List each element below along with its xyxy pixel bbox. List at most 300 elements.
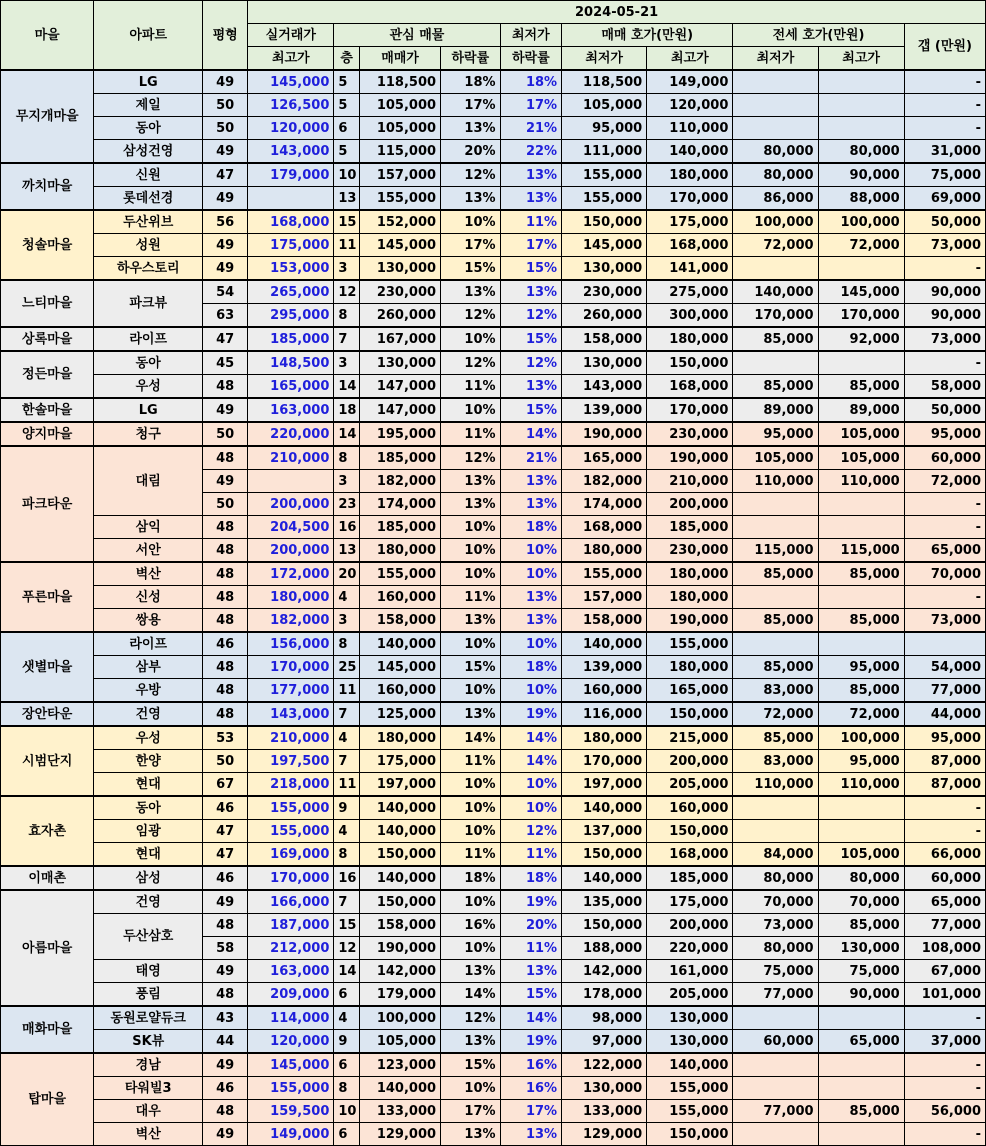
table-row: [1, 586, 986, 609]
size-cell: 48: [203, 609, 248, 633]
size-cell: 47: [203, 163, 248, 187]
table-row: [1, 843, 986, 867]
low-drop-rate-cell: 14%: [500, 726, 562, 750]
table-row: [1, 890, 986, 914]
jeonse-low-cell: 110,000: [733, 773, 818, 797]
jeonse-high-cell: [818, 351, 904, 375]
floor-cell: 9: [334, 796, 360, 820]
header-size: 평형: [203, 1, 248, 71]
size-cell: 48: [203, 914, 248, 937]
drop-rate-cell: 12%: [441, 446, 501, 470]
table-row: [1, 140, 986, 164]
sale-high-cell: 155,000: [647, 1100, 733, 1123]
actual-top-cell: 169,000: [248, 843, 334, 867]
jeonse-high-cell: 85,000: [818, 609, 904, 633]
jeonse-high-cell: [818, 94, 904, 117]
listing-price-cell: 174,000: [360, 493, 441, 516]
apartment-cell: 신원: [94, 163, 203, 187]
sale-high-cell: 175,000: [647, 890, 733, 914]
size-cell: 50: [203, 117, 248, 140]
size-cell: 63: [203, 304, 248, 328]
drop-rate-cell: 14%: [441, 726, 501, 750]
sale-high-cell: 200,000: [647, 493, 733, 516]
floor-cell: 11: [334, 679, 360, 703]
floor-cell: 3: [334, 470, 360, 493]
jeonse-high-cell: 92,000: [818, 327, 904, 351]
gap-cell: -: [904, 1006, 985, 1030]
jeonse-high-cell: 170,000: [818, 304, 904, 328]
sale-low-cell: 129,000: [562, 1123, 647, 1146]
drop-rate-cell: 16%: [441, 914, 501, 937]
jeonse-high-cell: [818, 70, 904, 94]
sale-high-cell: 210,000: [647, 470, 733, 493]
jeonse-low-cell: 72,000: [733, 702, 818, 726]
low-drop-rate-cell: 13%: [500, 586, 562, 609]
gap-cell: 101,000: [904, 983, 985, 1007]
table-row: [1, 398, 986, 422]
drop-rate-cell: 11%: [441, 586, 501, 609]
apartment-cell: 한양: [94, 750, 203, 773]
sale-low-cell: 188,000: [562, 937, 647, 960]
drop-rate-cell: 10%: [441, 1077, 501, 1100]
gap-cell: 77,000: [904, 679, 985, 703]
gap-cell: 87,000: [904, 773, 985, 797]
table-row: [1, 702, 986, 726]
jeonse-low-cell: 80,000: [733, 140, 818, 164]
listing-price-cell: 130,000: [360, 351, 441, 375]
listing-price-cell: 105,000: [360, 117, 441, 140]
size-cell: 48: [203, 446, 248, 470]
sale-high-cell: 110,000: [647, 117, 733, 140]
actual-top-cell: 179,000: [248, 163, 334, 187]
table-row: [1, 1030, 986, 1054]
jeonse-high-cell: 80,000: [818, 140, 904, 164]
low-drop-rate-cell: 11%: [500, 210, 562, 234]
village-cell: 청솔마을: [1, 210, 94, 280]
sale-low-cell: 174,000: [562, 493, 647, 516]
sale-low-cell: 145,000: [562, 234, 647, 257]
sale-high-cell: 190,000: [647, 609, 733, 633]
header-jeonse-quote: 전세 호가(만원): [733, 24, 904, 47]
sale-low-cell: 118,500: [562, 70, 647, 94]
floor-cell: 12: [334, 937, 360, 960]
apartment-cell: 제일: [94, 94, 203, 117]
gap-cell: -: [904, 1077, 985, 1100]
floor-cell: 7: [334, 702, 360, 726]
gap-cell: 44,000: [904, 702, 985, 726]
drop-rate-cell: 17%: [441, 234, 501, 257]
listing-price-cell: 158,000: [360, 609, 441, 633]
jeonse-high-cell: 72,000: [818, 234, 904, 257]
jeonse-low-cell: [733, 1053, 818, 1077]
jeonse-high-cell: 85,000: [818, 914, 904, 937]
sale-low-cell: 130,000: [562, 1077, 647, 1100]
sale-high-cell: 275,000: [647, 280, 733, 304]
jeonse-high-cell: 130,000: [818, 937, 904, 960]
listing-price-cell: 105,000: [360, 94, 441, 117]
sale-low-cell: 105,000: [562, 94, 647, 117]
jeonse-low-cell: 80,000: [733, 866, 818, 890]
drop-rate-cell: 20%: [441, 140, 501, 164]
sale-high-cell: 161,000: [647, 960, 733, 983]
sale-high-cell: 165,000: [647, 679, 733, 703]
header-low-drop-rate: 하락률: [500, 47, 562, 71]
jeonse-high-cell: [818, 117, 904, 140]
size-cell: 67: [203, 773, 248, 797]
drop-rate-cell: 12%: [441, 163, 501, 187]
jeonse-low-cell: [733, 493, 818, 516]
actual-top-cell: 204,500: [248, 516, 334, 539]
listing-price-cell: 140,000: [360, 820, 441, 843]
floor-cell: 7: [334, 327, 360, 351]
sale-high-cell: 200,000: [647, 914, 733, 937]
drop-rate-cell: 10%: [441, 890, 501, 914]
jeonse-low-cell: 77,000: [733, 983, 818, 1007]
table-row: [1, 163, 986, 187]
drop-rate-cell: 13%: [441, 470, 501, 493]
village-cell: 무지개마을: [1, 70, 94, 163]
actual-top-cell: 187,000: [248, 914, 334, 937]
floor-cell: 3: [334, 257, 360, 281]
floor-cell: 15: [334, 914, 360, 937]
low-drop-rate-cell: 21%: [500, 446, 562, 470]
apartment-cell: 임광: [94, 820, 203, 843]
gap-cell: -: [904, 586, 985, 609]
listing-price-cell: 197,000: [360, 773, 441, 797]
listing-price-cell: 147,000: [360, 375, 441, 399]
apartment-cell: 롯데선경: [94, 187, 203, 211]
drop-rate-cell: 10%: [441, 632, 501, 656]
header-actual-deal: 실거래가: [248, 24, 334, 47]
sale-low-cell: 143,000: [562, 375, 647, 399]
listing-price-cell: 195,000: [360, 422, 441, 446]
floor-cell: 7: [334, 750, 360, 773]
drop-rate-cell: 15%: [441, 656, 501, 679]
low-drop-rate-cell: 18%: [500, 516, 562, 539]
jeonse-low-cell: 80,000: [733, 163, 818, 187]
actual-top-cell: 145,000: [248, 1053, 334, 1077]
jeonse-low-cell: 80,000: [733, 937, 818, 960]
size-cell: 49: [203, 890, 248, 914]
gap-cell: 70,000: [904, 562, 985, 586]
listing-price-cell: 157,000: [360, 163, 441, 187]
actual-top-cell: 210,000: [248, 726, 334, 750]
listing-price-cell: 123,000: [360, 1053, 441, 1077]
village-cell: 정든마을: [1, 351, 94, 398]
actual-top-cell: [248, 470, 334, 493]
sale-high-cell: 120,000: [647, 94, 733, 117]
jeonse-low-cell: [733, 257, 818, 281]
jeonse-high-cell: 75,000: [818, 960, 904, 983]
actual-top-cell: 166,000: [248, 890, 334, 914]
sale-high-cell: 205,000: [647, 983, 733, 1007]
sale-low-cell: 135,000: [562, 890, 647, 914]
jeonse-low-cell: 84,000: [733, 843, 818, 867]
low-drop-rate-cell: 10%: [500, 562, 562, 586]
size-cell: 46: [203, 796, 248, 820]
jeonse-low-cell: 85,000: [733, 562, 818, 586]
sale-high-cell: 160,000: [647, 796, 733, 820]
floor-cell: 13: [334, 187, 360, 211]
actual-top-cell: 177,000: [248, 679, 334, 703]
sale-low-cell: 155,000: [562, 562, 647, 586]
sale-low-cell: 180,000: [562, 726, 647, 750]
listing-price-cell: 100,000: [360, 1006, 441, 1030]
gap-cell: 65,000: [904, 539, 985, 563]
village-cell: 장안타운: [1, 702, 94, 726]
actual-top-cell: 168,000: [248, 210, 334, 234]
floor-cell: 8: [334, 1077, 360, 1100]
jeonse-high-cell: 145,000: [818, 280, 904, 304]
apartment-cell: 성원: [94, 234, 203, 257]
gap-cell: 90,000: [904, 280, 985, 304]
table-row: [1, 70, 986, 94]
drop-rate-cell: 10%: [441, 773, 501, 797]
jeonse-high-cell: 110,000: [818, 773, 904, 797]
sale-high-cell: 230,000: [647, 539, 733, 563]
listing-price-cell: 118,500: [360, 70, 441, 94]
table-row: [1, 609, 986, 633]
floor-cell: 7: [334, 890, 360, 914]
size-cell: 49: [203, 960, 248, 983]
header-gap: 갭 (만원): [904, 24, 985, 71]
gap-cell: 58,000: [904, 375, 985, 399]
low-drop-rate-cell: 14%: [500, 422, 562, 446]
listing-price-cell: 147,000: [360, 398, 441, 422]
table-row: [1, 280, 986, 304]
low-drop-rate-cell: 18%: [500, 866, 562, 890]
listing-price-cell: 140,000: [360, 796, 441, 820]
gap-cell: 50,000: [904, 398, 985, 422]
gap-cell: 67,000: [904, 960, 985, 983]
apartment-cell: 풍림: [94, 983, 203, 1007]
actual-top-cell: 185,000: [248, 327, 334, 351]
size-cell: 48: [203, 983, 248, 1007]
gap-cell: 73,000: [904, 327, 985, 351]
listing-price-cell: 182,000: [360, 470, 441, 493]
apartment-cell: 라이프: [94, 632, 203, 656]
drop-rate-cell: 10%: [441, 562, 501, 586]
size-cell: 53: [203, 726, 248, 750]
actual-top-cell: 200,000: [248, 539, 334, 563]
low-drop-rate-cell: 10%: [500, 632, 562, 656]
jeonse-high-cell: 100,000: [818, 210, 904, 234]
jeonse-low-cell: [733, 117, 818, 140]
drop-rate-cell: 17%: [441, 94, 501, 117]
gap-cell: 72,000: [904, 470, 985, 493]
drop-rate-cell: 10%: [441, 796, 501, 820]
sale-low-cell: 150,000: [562, 210, 647, 234]
floor-cell: 16: [334, 866, 360, 890]
apartment-cell: 태영: [94, 960, 203, 983]
header-jeonse-high: 최고가: [818, 47, 904, 71]
listing-price-cell: 140,000: [360, 1077, 441, 1100]
apartment-cell: 경남: [94, 1053, 203, 1077]
jeonse-low-cell: 85,000: [733, 327, 818, 351]
jeonse-high-cell: [818, 493, 904, 516]
sale-low-cell: 98,000: [562, 1006, 647, 1030]
size-cell: 49: [203, 140, 248, 164]
jeonse-low-cell: 85,000: [733, 375, 818, 399]
floor-cell: 8: [334, 304, 360, 328]
gap-cell: 90,000: [904, 304, 985, 328]
village-cell: 효자촌: [1, 796, 94, 866]
sale-low-cell: 111,000: [562, 140, 647, 164]
size-cell: 49: [203, 257, 248, 281]
gap-cell: 37,000: [904, 1030, 985, 1054]
sale-high-cell: 185,000: [647, 866, 733, 890]
jeonse-low-cell: 72,000: [733, 234, 818, 257]
sale-high-cell: 168,000: [647, 843, 733, 867]
gap-cell: 87,000: [904, 750, 985, 773]
low-drop-rate-cell: 16%: [500, 1053, 562, 1077]
size-cell: 50: [203, 493, 248, 516]
table-row: [1, 117, 986, 140]
actual-top-cell: 172,000: [248, 562, 334, 586]
village-cell: 아름마을: [1, 890, 94, 1006]
apartment-cell: 서안: [94, 539, 203, 563]
table-row: [1, 562, 986, 586]
table-row: [1, 210, 986, 234]
low-drop-rate-cell: 11%: [500, 937, 562, 960]
table-row: [1, 1053, 986, 1077]
apartment-cell: 현대: [94, 843, 203, 867]
actual-top-cell: 148,500: [248, 351, 334, 375]
gap-cell: 50,000: [904, 210, 985, 234]
header-date: 2024-05-21: [248, 1, 986, 24]
actual-top-cell: 210,000: [248, 446, 334, 470]
sale-high-cell: 180,000: [647, 327, 733, 351]
jeonse-high-cell: [818, 1077, 904, 1100]
low-drop-rate-cell: 13%: [500, 187, 562, 211]
table-row: [1, 446, 986, 470]
actual-top-cell: 295,000: [248, 304, 334, 328]
size-cell: 48: [203, 702, 248, 726]
sale-low-cell: 155,000: [562, 187, 647, 211]
listing-price-cell: 155,000: [360, 187, 441, 211]
village-cell: 파크타운: [1, 446, 94, 562]
floor-cell: 6: [334, 983, 360, 1007]
table-row: [1, 796, 986, 820]
actual-top-cell: 159,500: [248, 1100, 334, 1123]
table-body: [1, 70, 986, 1146]
gap-cell: -: [904, 117, 985, 140]
actual-top-cell: 265,000: [248, 280, 334, 304]
jeonse-high-cell: [818, 820, 904, 843]
listing-price-cell: 105,000: [360, 1030, 441, 1054]
table-row: [1, 773, 986, 797]
low-drop-rate-cell: 17%: [500, 1100, 562, 1123]
drop-rate-cell: 11%: [441, 422, 501, 446]
drop-rate-cell: 13%: [441, 960, 501, 983]
sale-high-cell: 180,000: [647, 586, 733, 609]
sale-low-cell: 133,000: [562, 1100, 647, 1123]
actual-top-cell: 143,000: [248, 140, 334, 164]
drop-rate-cell: 13%: [441, 1030, 501, 1054]
jeonse-high-cell: 105,000: [818, 422, 904, 446]
floor-cell: 8: [334, 632, 360, 656]
jeonse-low-cell: 115,000: [733, 539, 818, 563]
drop-rate-cell: 11%: [441, 375, 501, 399]
actual-top-cell: 180,000: [248, 586, 334, 609]
listing-price-cell: 160,000: [360, 586, 441, 609]
floor-cell: 25: [334, 656, 360, 679]
listing-price-cell: 142,000: [360, 960, 441, 983]
sale-low-cell: 150,000: [562, 914, 647, 937]
jeonse-low-cell: [733, 632, 818, 656]
sale-high-cell: 185,000: [647, 516, 733, 539]
listing-price-cell: 158,000: [360, 914, 441, 937]
gap-cell: 73,000: [904, 234, 985, 257]
low-drop-rate-cell: 13%: [500, 470, 562, 493]
drop-rate-cell: 10%: [441, 820, 501, 843]
jeonse-high-cell: [818, 516, 904, 539]
floor-cell: 11: [334, 773, 360, 797]
jeonse-high-cell: [818, 632, 904, 656]
size-cell: 49: [203, 398, 248, 422]
listing-price-cell: 152,000: [360, 210, 441, 234]
floor-cell: 10: [334, 163, 360, 187]
drop-rate-cell: 10%: [441, 516, 501, 539]
drop-rate-cell: 18%: [441, 70, 501, 94]
jeonse-low-cell: [733, 516, 818, 539]
size-cell: 48: [203, 1100, 248, 1123]
sale-low-cell: 150,000: [562, 843, 647, 867]
apartment-cell: 청구: [94, 422, 203, 446]
table-row: [1, 257, 986, 281]
low-drop-rate-cell: 15%: [500, 398, 562, 422]
jeonse-low-cell: 75,000: [733, 960, 818, 983]
apartment-cell: 삼성건영: [94, 140, 203, 164]
jeonse-high-cell: 105,000: [818, 446, 904, 470]
floor-cell: 12: [334, 280, 360, 304]
village-cell: 매화마을: [1, 1006, 94, 1053]
jeonse-high-cell: 90,000: [818, 163, 904, 187]
actual-top-cell: 156,000: [248, 632, 334, 656]
jeonse-high-cell: 110,000: [818, 470, 904, 493]
jeonse-low-cell: 85,000: [733, 656, 818, 679]
jeonse-high-cell: [818, 1053, 904, 1077]
jeonse-high-cell: 95,000: [818, 750, 904, 773]
jeonse-low-cell: [733, 820, 818, 843]
low-drop-rate-cell: 19%: [500, 890, 562, 914]
sale-high-cell: 155,000: [647, 1077, 733, 1100]
table-row: [1, 1077, 986, 1100]
listing-price-cell: 145,000: [360, 234, 441, 257]
listing-price-cell: 260,000: [360, 304, 441, 328]
apartment-cell: 파크뷰: [94, 280, 203, 327]
size-cell: 49: [203, 470, 248, 493]
floor-cell: 18: [334, 398, 360, 422]
floor-cell: 4: [334, 726, 360, 750]
sale-high-cell: 300,000: [647, 304, 733, 328]
low-drop-rate-cell: 13%: [500, 280, 562, 304]
village-cell: 푸른마을: [1, 562, 94, 632]
gap-cell: 108,000: [904, 937, 985, 960]
sale-high-cell: 150,000: [647, 702, 733, 726]
gap-cell: -: [904, 94, 985, 117]
sale-low-cell: 140,000: [562, 632, 647, 656]
jeonse-high-cell: [818, 1006, 904, 1030]
jeonse-high-cell: [818, 1123, 904, 1146]
size-cell: 49: [203, 70, 248, 94]
sale-low-cell: 170,000: [562, 750, 647, 773]
size-cell: 47: [203, 843, 248, 867]
actual-top-cell: 212,000: [248, 937, 334, 960]
apartment-cell: 우성: [94, 726, 203, 750]
sale-high-cell: 150,000: [647, 820, 733, 843]
table-row: [1, 866, 986, 890]
